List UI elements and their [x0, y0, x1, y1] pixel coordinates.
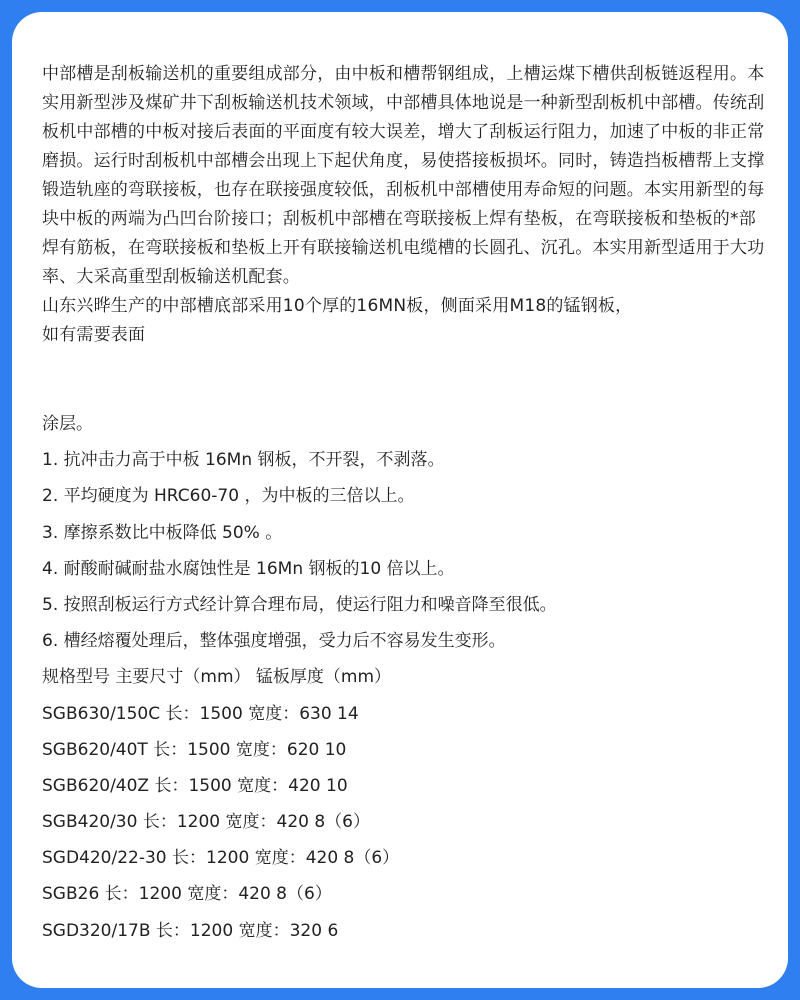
feature-item: 4. 耐酸耐碱耐盐水腐蚀性是 16Mn 钢板的10 倍以上。 [42, 558, 455, 579]
spec-row: SGB26 长：1200 宽度：420 8（6） [42, 884, 332, 905]
intro-paragraph: 如有需要表面 [42, 325, 146, 345]
spec-row: SGD320/17B 长：1200 宽度：320 6 [42, 920, 339, 941]
feature-item: 1. 抗冲击力高于中板 16Mn 钢板，不开裂，不剥落。 [42, 450, 445, 471]
content-card [12, 12, 788, 988]
intro-paragraph: 中部槽是刮板输送机的重要组成部分，由中板和槽帮钢组成，上槽运煤下槽供刮板链返程用。本实用新型涉及煤矿井下刮板输送机技术领域，中部槽具体地说是一种新型刮板机中部槽。传统刮板机中部槽的中板对接后表面的平面度有较大误差，增大了刮板运行阻力，加速了中板的非正常磨损。运行时刮板机中部槽会出现上下起伏角度，易使搭接板损坏。同时，铸造挡板槽帮上支撑锻造轨座的弯联接板，也存在联接强度较低，刮板机中部槽使用寿命短的问题。本实用新型的每块中板的两端为凸凹台阶接口；刮板机中部槽在弯联接板上焊有垫板，在弯联接板和垫板的*部焊有筋板，在弯联接板和垫板上开有联接输送机电缆槽的长圆孔、沉孔。本实用新型适用于大功率、大采高重型刮板输送机配套。 [42, 64, 765, 287]
spec-list [42, 406, 772, 949]
feature-item: 3. 摩擦系数比中板降低 50% 。 [42, 522, 283, 543]
feature-item: 2. 平均硬度为 HRC60-70 ，为中板的三倍以上。 [42, 486, 415, 507]
spec-header: 规格型号 主要尺寸（mm） 锰板厚度（mm） [42, 667, 392, 688]
spec-row: SGB620/40T 长：1500 宽度：620 10 [42, 739, 347, 760]
spec-row: SGD420/22-30 长：1200 宽度：420 8（6） [42, 848, 400, 869]
spec-row: SGB630/150C 长：1500 宽度：630 14 [42, 703, 359, 724]
spec-row: SGB420/30 长：1200 宽度：420 8（6） [42, 812, 370, 833]
spec-row: SGB620/40Z 长：1500 宽度：420 10 [42, 775, 348, 796]
intro-text [42, 60, 772, 350]
feature-item: 6. 槽经熔覆处理后，整体强度增强，受力后不容易发生变形。 [42, 631, 506, 652]
intro-paragraph: 山东兴晔生产的中部槽底部采用10个厚的16MN板，侧面采用M18的锰钢板， [42, 296, 633, 316]
coating-line: 涂层。 [42, 414, 93, 434]
feature-item: 5. 按照刮板运行方式经计算合理布局，使运行阻力和噪音降至很低。 [42, 594, 557, 615]
